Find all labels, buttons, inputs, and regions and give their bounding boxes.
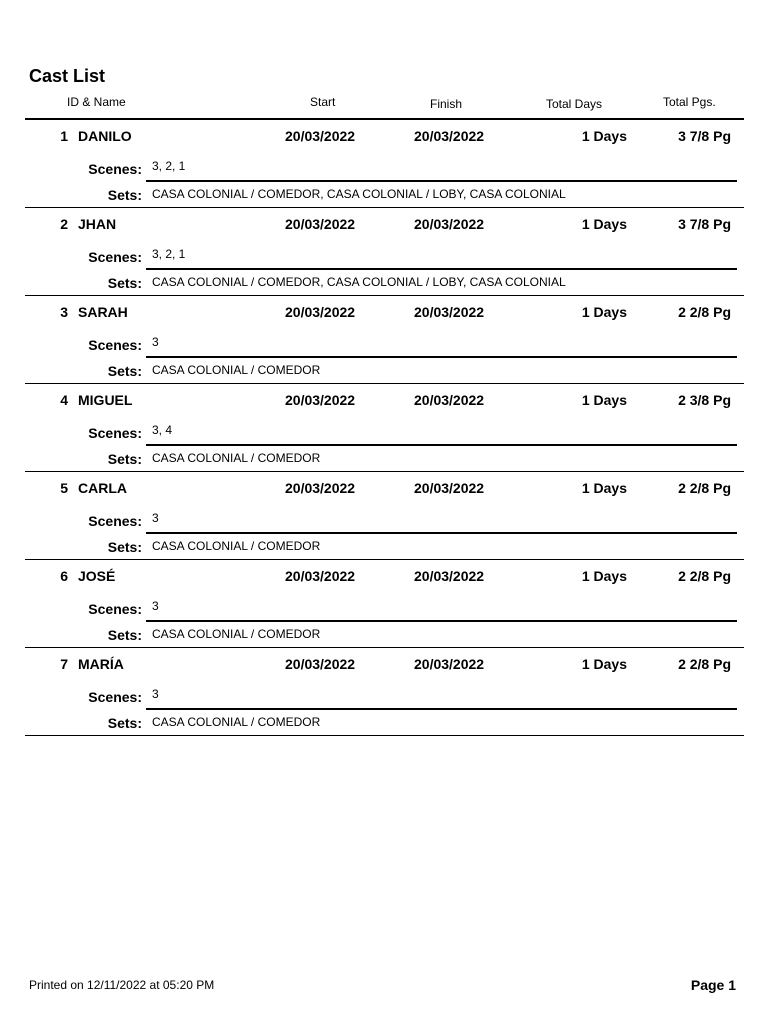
row-divider bbox=[146, 268, 737, 270]
scenes-value: 3 bbox=[152, 599, 159, 613]
sets-label: Sets: bbox=[107, 451, 142, 467]
scenes-label: Scenes: bbox=[88, 249, 142, 265]
cast-id: 5 bbox=[60, 480, 68, 496]
sets-label: Sets: bbox=[107, 539, 142, 555]
scenes-value: 3, 2, 1 bbox=[152, 247, 186, 261]
cast-id: 1 bbox=[60, 128, 68, 144]
page-title: Cast List bbox=[29, 66, 106, 86]
finish-date: 20/03/2022 bbox=[414, 304, 485, 320]
entry-divider bbox=[25, 735, 744, 736]
cast-name: MIGUEL bbox=[78, 392, 133, 408]
sets-value: CASA COLONIAL / COMEDOR, CASA COLONIAL / LOBY, CASA COLONIAL bbox=[152, 187, 566, 201]
scenes-label: Scenes: bbox=[88, 161, 142, 177]
total-days: 1 Days bbox=[581, 304, 627, 320]
cast-id: 4 bbox=[60, 392, 68, 408]
total-pages: 2 2/8 Pg bbox=[678, 304, 731, 320]
cast-entry bbox=[0, 472, 768, 560]
scenes-label: Scenes: bbox=[88, 513, 142, 529]
total-days: 1 Days bbox=[581, 128, 627, 144]
printed-timestamp: Printed on 12/11/2022 at 05:20 PM bbox=[29, 978, 215, 992]
header-start: Start bbox=[310, 95, 336, 109]
sets-label: Sets: bbox=[107, 627, 142, 643]
row-divider bbox=[146, 180, 737, 182]
sets-value: CASA COLONIAL / COMEDOR bbox=[152, 715, 321, 729]
cast-entry bbox=[0, 208, 768, 296]
total-pages: 3 7/8 Pg bbox=[678, 216, 731, 232]
total-days: 1 Days bbox=[581, 216, 627, 232]
row-divider bbox=[146, 708, 737, 710]
total-days: 1 Days bbox=[581, 568, 627, 584]
sets-value: CASA COLONIAL / COMEDOR bbox=[152, 451, 321, 465]
sets-label: Sets: bbox=[107, 275, 142, 291]
scenes-label: Scenes: bbox=[88, 337, 142, 353]
start-date: 20/03/2022 bbox=[285, 392, 356, 408]
cast-entry bbox=[0, 296, 768, 384]
finish-date: 20/03/2022 bbox=[414, 392, 485, 408]
sets-label: Sets: bbox=[107, 187, 142, 203]
finish-date: 20/03/2022 bbox=[414, 216, 485, 232]
start-date: 20/03/2022 bbox=[285, 216, 356, 232]
total-pages: 2 2/8 Pg bbox=[678, 656, 731, 672]
finish-date: 20/03/2022 bbox=[414, 568, 485, 584]
sets-value: CASA COLONIAL / COMEDOR bbox=[152, 539, 321, 553]
scenes-value: 3 bbox=[152, 511, 159, 525]
scenes-label: Scenes: bbox=[88, 425, 142, 441]
start-date: 20/03/2022 bbox=[285, 568, 356, 584]
total-pages: 3 7/8 Pg bbox=[678, 128, 731, 144]
cast-name: CARLA bbox=[78, 480, 127, 496]
cast-id: 7 bbox=[60, 656, 68, 672]
cast-entry bbox=[0, 560, 768, 648]
cast-name: JHAN bbox=[78, 216, 117, 232]
sets-value: CASA COLONIAL / COMEDOR bbox=[152, 363, 321, 377]
finish-date: 20/03/2022 bbox=[414, 656, 485, 672]
cast-name: DANILO bbox=[78, 128, 132, 144]
cast-id: 6 bbox=[60, 568, 68, 584]
cast-id: 2 bbox=[60, 216, 68, 232]
row-divider bbox=[146, 444, 737, 446]
scenes-value: 3 bbox=[152, 335, 159, 349]
cast-entry bbox=[0, 384, 768, 472]
sets-value: CASA COLONIAL / COMEDOR, CASA COLONIAL / LOBY, CASA COLONIAL bbox=[152, 275, 566, 289]
row-divider bbox=[146, 620, 737, 622]
total-days: 1 Days bbox=[581, 480, 627, 496]
header-finish: Finish bbox=[430, 97, 463, 111]
scenes-label: Scenes: bbox=[88, 601, 142, 617]
scenes-value: 3, 2, 1 bbox=[152, 159, 186, 173]
cast-name: JOSÉ bbox=[78, 568, 116, 584]
total-days: 1 Days bbox=[581, 656, 627, 672]
total-pages: 2 3/8 Pg bbox=[678, 392, 731, 408]
header-total-days: Total Days bbox=[546, 97, 603, 111]
sets-label: Sets: bbox=[107, 363, 142, 379]
scenes-label: Scenes: bbox=[88, 689, 142, 705]
sets-value: CASA COLONIAL / COMEDOR bbox=[152, 627, 321, 641]
finish-date: 20/03/2022 bbox=[414, 128, 485, 144]
header-total-pgs: Total Pgs. bbox=[663, 95, 716, 109]
total-pages: 2 2/8 Pg bbox=[678, 568, 731, 584]
total-days: 1 Days bbox=[581, 392, 627, 408]
row-divider bbox=[146, 532, 737, 534]
cast-name: MARÍA bbox=[78, 656, 124, 672]
finish-date: 20/03/2022 bbox=[414, 480, 485, 496]
start-date: 20/03/2022 bbox=[285, 128, 356, 144]
cast-name: SARAH bbox=[78, 304, 128, 320]
start-date: 20/03/2022 bbox=[285, 656, 356, 672]
start-date: 20/03/2022 bbox=[285, 480, 356, 496]
cast-id: 3 bbox=[60, 304, 68, 320]
row-divider bbox=[146, 356, 737, 358]
cast-entry bbox=[0, 120, 768, 208]
cast-list bbox=[0, 120, 768, 736]
start-date: 20/03/2022 bbox=[285, 304, 356, 320]
scenes-value: 3, 4 bbox=[152, 423, 173, 437]
total-pages: 2 2/8 Pg bbox=[678, 480, 731, 496]
cast-entry bbox=[0, 648, 768, 736]
header-id-name: ID & Name bbox=[67, 95, 126, 109]
scenes-value: 3 bbox=[152, 687, 159, 701]
page-number: Page 1 bbox=[690, 977, 736, 993]
sets-label: Sets: bbox=[107, 715, 142, 731]
